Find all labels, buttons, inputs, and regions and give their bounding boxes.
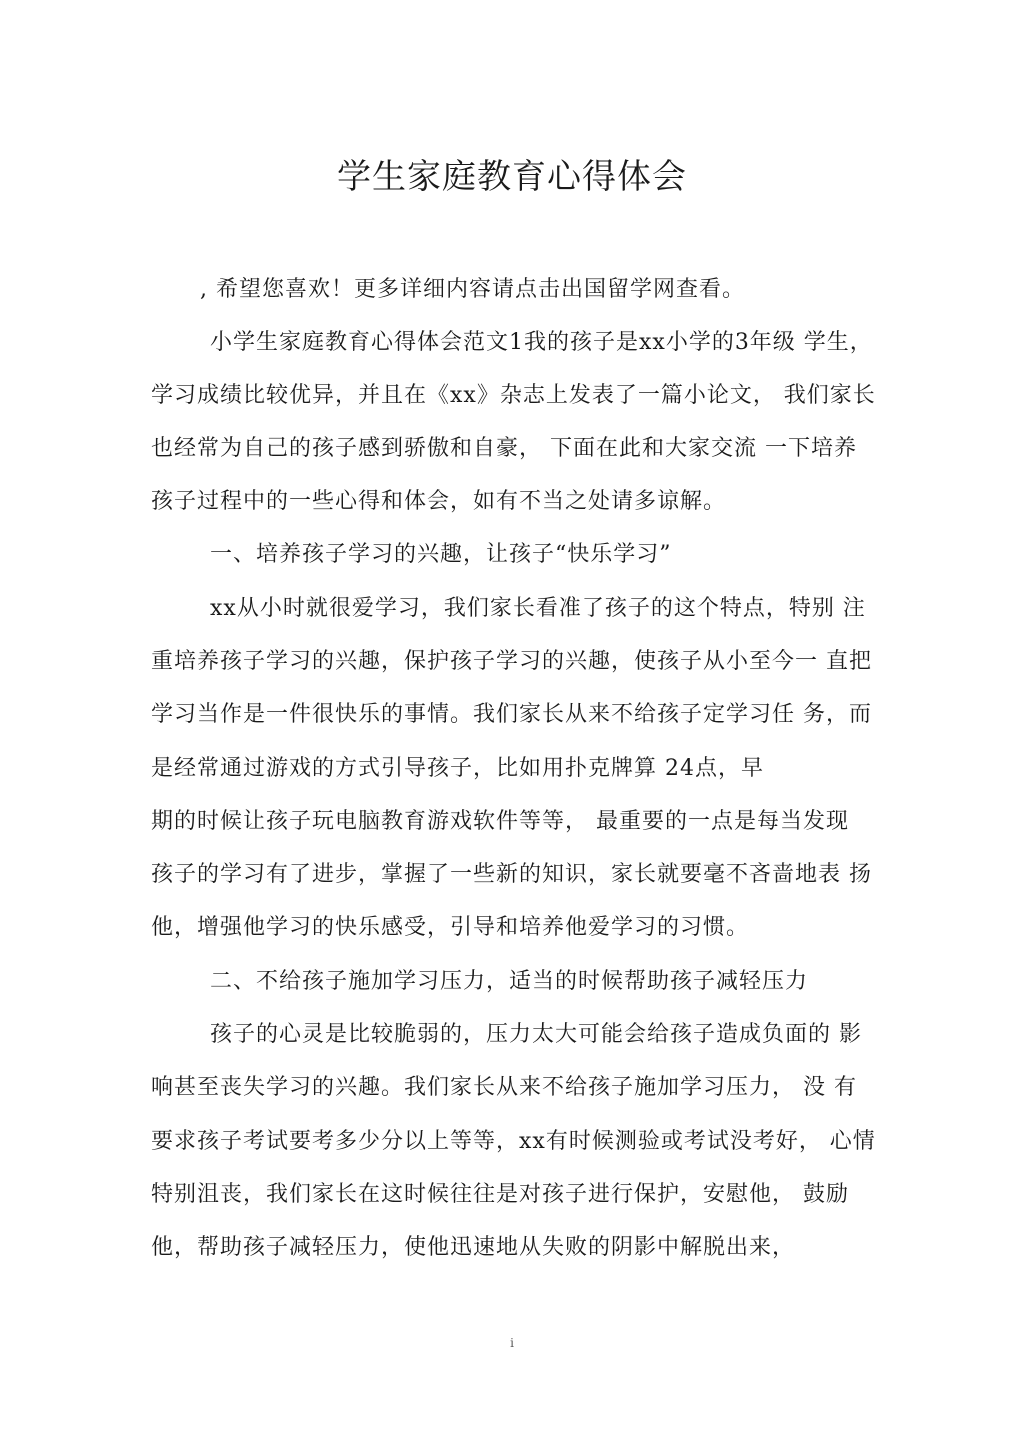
paragraph-line: xx从小时就很爱学习，我们家长看准了孩子的这个特点，特别 注 [210, 596, 866, 621]
paragraph-line: 孩子的学习有了进步，掌握了一些新的知识，家长就要毫不吝啬地表 扬 [151, 862, 872, 887]
paragraph-line: 学习成绩比较优异，并且在《xx》杂志上发表了一篇小论文， 我们家长 [151, 383, 876, 408]
paragraph-line: 孩子的心灵是比较脆弱的，压力太大可能会给孩子造成负面的 影 [210, 1022, 862, 1047]
paragraph-line: 学习当作是一件很快乐的事情。我们家长从来不给孩子定学习任 务，而 [151, 702, 872, 727]
section-heading-1: 一、培养孩子学习的兴趣，让孩子“快乐学习” [210, 542, 672, 567]
section-heading-2: 二、不给孩子施加学习压力，适当的时候帮助孩子减轻压力 [210, 969, 809, 994]
intro-line: , 希望您喜欢！更多详细内容请点击出国留学网查看。 [200, 277, 745, 302]
paragraph-line: 他，帮助孩子减轻压力，使他迅速地从失败的阴影中解脱出来， [151, 1235, 796, 1260]
paragraph-line: 是经常通过游戏的方式引导孩子，比如用扑克牌算 24点，早 [151, 756, 764, 781]
paragraph-line: 孩子过程中的一些心得和体会，如有不当之处请多谅解。 [151, 489, 727, 514]
page-number: i [510, 1336, 514, 1350]
paragraph-line: 重培养孩子学习的兴趣，保护孩子学习的兴趣，使孩子从小至今一 直把 [151, 649, 872, 674]
paragraph-line: 期的时候让孩子玩电脑教育游戏软件等等， 最重要的一点是每当发现 [151, 809, 849, 834]
paragraph-line: 响甚至丧失学习的兴趣。我们家长从来不给孩子施加学习压力， 没 有 [151, 1075, 857, 1100]
paragraph-line: 也经常为自己的孩子感到骄傲和自豪， 下面在此和大家交流 一下培养 [151, 436, 857, 461]
paragraph-line: 他，增强他学习的快乐感受，引导和培养他爱学习的习惯。 [151, 915, 750, 940]
paragraph-line: 小学生家庭教育心得体会范文1我的孩子是xx小学的3年级 学生， [210, 330, 873, 355]
paragraph-line: 特别沮丧，我们家长在这时候往往是对孩子进行保护，安慰他， 鼓励 [151, 1182, 849, 1207]
document-title: 学生家庭教育心得体会 [337, 157, 687, 197]
paragraph-line: 要求孩子考试要考多少分以上等等，xx有时候测验或考试没考好， 心情 [151, 1129, 876, 1154]
